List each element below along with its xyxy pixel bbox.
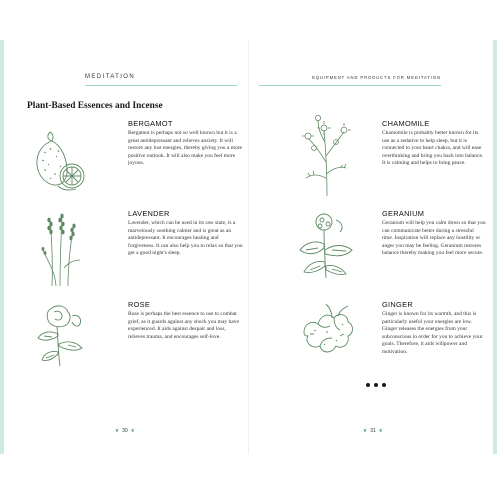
entry-body: Geranium will help you calm down so that you can communicate better during a stressful time. Inspiration will replace any hostility or anger you may be feeling. Geranium restores balance thereby making you feel more secure. <box>382 220 486 257</box>
entry-title: CHAMOMILE <box>382 119 430 128</box>
folio-right <box>363 426 383 436</box>
entry-bergamot <box>128 119 244 168</box>
rose-flower-icon <box>32 300 88 368</box>
entry-body: Bergamot is perhaps not so well known but it is a great antidepressant and relieves anxiety. It will restore any lost energies, thereby giving you a more positive outlook. It will also make you feel more joyous. <box>128 130 242 167</box>
geranium-plant-icon <box>296 210 356 280</box>
book-gutter <box>248 40 249 454</box>
entry-title: GINGER <box>382 300 413 309</box>
entry-body: Ginger is known for its warmth, and this is particularly useful your energies are low. Ginger releases the energies from your subconscious in order for you to achieve your goals. Therefore, it aids willpower and motivation. <box>382 311 483 355</box>
entry-body: Lavender, which can be used in its raw state, is a marvelously soothing calmer and is great as an antidepressant. It encourages healing and forgiveness. It can also help you to relax so that you get a good night's sleep. <box>128 220 243 257</box>
section-title: Plant-Based Essences and Incense <box>27 101 163 111</box>
page-edge-left <box>0 40 4 454</box>
entry-title: LAVENDER <box>128 209 170 218</box>
entry-geranium <box>382 209 486 258</box>
entry-rose <box>128 300 244 341</box>
entry-ginger <box>382 300 486 357</box>
folio-ornament-icon: ❦ <box>130 428 135 434</box>
ginger-root-icon <box>296 302 358 364</box>
header-rule-right <box>259 85 441 86</box>
folio-ornament-icon: ❦ <box>115 428 120 434</box>
chamomile-plant-icon <box>300 112 354 198</box>
page-edge-right <box>493 40 497 454</box>
entry-body: Chamomile is probably better known for its use as a sedative to help sleep, but it is connected to your heart chakra, and will ease overthinking and bring you back into balance. It is calming and helps to bring peace. <box>382 130 484 167</box>
entry-title: GERANIUM <box>382 209 425 218</box>
entry-lavender <box>128 209 244 258</box>
lavender-sprig-icon <box>38 208 84 288</box>
page-number: 30 <box>122 428 128 434</box>
entry-chamomile <box>382 119 486 168</box>
entry-body: Rose is perhaps the best essence to use to combat grief, as it guards against any shock you may have experienced. It aids against despair and loss, relieves trauma, and encourages self-love. <box>128 311 239 340</box>
running-head-right: EQUIPMENT AND PRODUCTS FOR MEDITATION <box>312 74 441 80</box>
entry-title: ROSE <box>128 300 151 309</box>
header-rule-left <box>85 85 237 86</box>
page-number: 31 <box>370 428 376 434</box>
entry-title: BERGAMOT <box>128 119 173 128</box>
bergamot-fruit-icon <box>30 128 88 194</box>
folio-left <box>115 426 135 436</box>
folio-ornament-icon: ❦ <box>363 428 368 434</box>
folio-ornament-icon: ❦ <box>378 428 383 434</box>
continuation-dots <box>366 383 386 387</box>
running-head-left: MEDITATION <box>85 74 136 80</box>
